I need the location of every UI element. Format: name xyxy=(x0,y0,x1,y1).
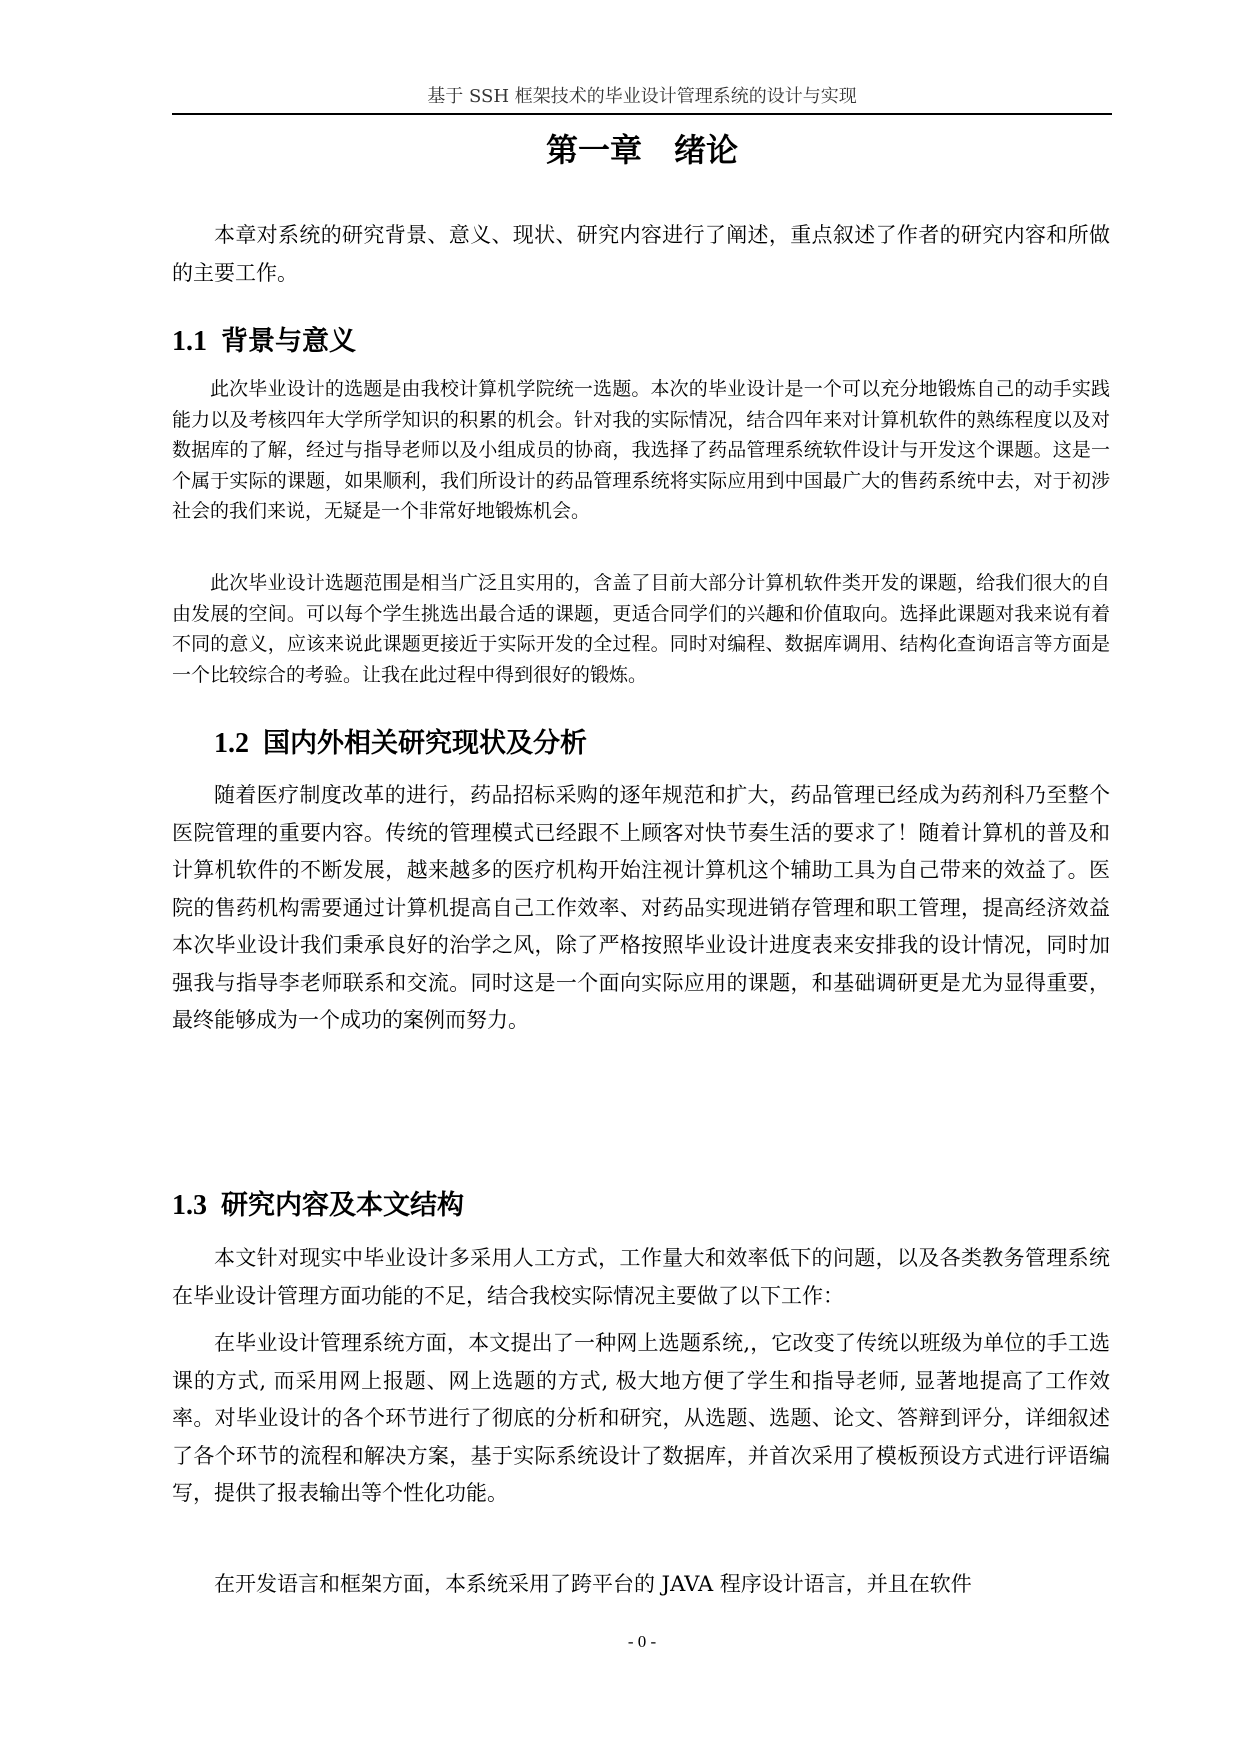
section-1-1-paragraph-1: 此次毕业设计的选题是由我校计算机学院统一选题。本次的毕业设计是一个可以充分地锻炼自己的动手实践能力以及考核四年大学所学知识的积累的机会。针对我的实际情况，结合四年来对计算机软件的熟练程度以及对数据库的了解，经过与指导老师以及小组成员的协商，我选择了药品管理系统软件设计与开发这个课题。这是一个属于实际的课题，如果顺利，我们所设计的药品管理系统将实际应用到中国最广大的售药系统中去，对于初涉社会的我们来说，无疑是一个非常好地锻炼机会。 xyxy=(172,378,1110,522)
section-1-3-paragraph-2: 在毕业设计管理系统方面，本文提出了一种网上选题系统,，它改变了传统以班级为单位的手工选课的方式, 而采用网上报题、网上选题的方式, 极大地方便了学生和指导老师, 显著地提高了工作效率。对毕业设计的各个环节进行了彻底的分析和研究，从选题、选题、论文、答辩到评分，详细叙述了各个环节的流程和解决方案，基于实际系统设计了数据库，并首次采用了模板预设方式进行评语编写，提供了报表输出等个性化功能。 xyxy=(172,1331,1110,1505)
section-number: 1.3 xyxy=(172,1190,207,1221)
section-heading-1-2 xyxy=(214,724,587,764)
section-heading-1-1 xyxy=(172,322,356,362)
running-header: 基于 SSH 框架技术的毕业设计管理系统的设计与实现 xyxy=(427,86,857,107)
section-1-3-paragraph-3: 在开发语言和框架方面，本系统采用了跨平台的 JAVA 程序设计语言，并且在软件 xyxy=(214,1572,972,1596)
header-divider xyxy=(172,113,1112,115)
section-title: 研究内容及本文结构 xyxy=(221,1190,464,1221)
section-1-3-paragraph-1: 本文针对现实中毕业设计多采用人工方式，工作量大和效率低下的问题，以及各类教务管理系统在毕业设计管理方面功能的不足，结合我校实际情况主要做了以下工作： xyxy=(172,1246,1110,1308)
section-1-2-paragraph-1: 随着医疗制度改革的进行，药品招标采购的逐年规范和扩大，药品管理已经成为药剂科乃至整个医院管理的重要内容。传统的管理模式已经跟不上顾客对快节奏生活的要求了！随着计算机的普及和计算机软件的不断发展，越来越多的医疗机构开始注视计算机这个辅助工具为自己带来的效益了。医院的售药机构需要通过计算机提高自己工作效率、对药品实现进销存管理和职工管理，提高经济效益 本次毕业设计我们秉承良好的治学之风，除了严格按照毕业设计进度表来安排我的设计情况，同时加强我与指导李老师联系和交流。同时这是一个面向实际应用的课题，和基础调研更是尤为显得重要，最终能够成为一个成功的案例而努力。 xyxy=(172,783,1131,1032)
section-title: 背景与意义 xyxy=(221,326,356,357)
section-heading-1-3 xyxy=(172,1186,464,1226)
section-number: 1.2 xyxy=(214,728,249,759)
page-number: - 0 - xyxy=(627,1632,657,1651)
section-number: 1.1 xyxy=(172,326,207,357)
section-title: 国内外相关研究现状及分析 xyxy=(263,728,587,759)
chapter-intro-paragraph: 本章对系统的研究背景、意义、现状、研究内容进行了阐述，重点叙述了作者的研究内容和所做的主要工作。 xyxy=(172,223,1110,285)
section-1-1-paragraph-2: 此次毕业设计选题范围是相当广泛且实用的，含盖了目前大部分计算机软件类开发的课题，给我们很大的自由发展的空间。可以每个学生挑选出最合适的课题，更适合同学们的兴趣和价值取向。选择此课题对我来说有着不同的意义，应该来说此课题更接近于实际开发的全过程。同时对编程、数据库调用、结构化查询语言等方面是一个比较综合的考验。让我在此过程中得到很好的锻炼。 xyxy=(172,572,1110,686)
chapter-title: 第一章 绪论 xyxy=(545,131,738,169)
